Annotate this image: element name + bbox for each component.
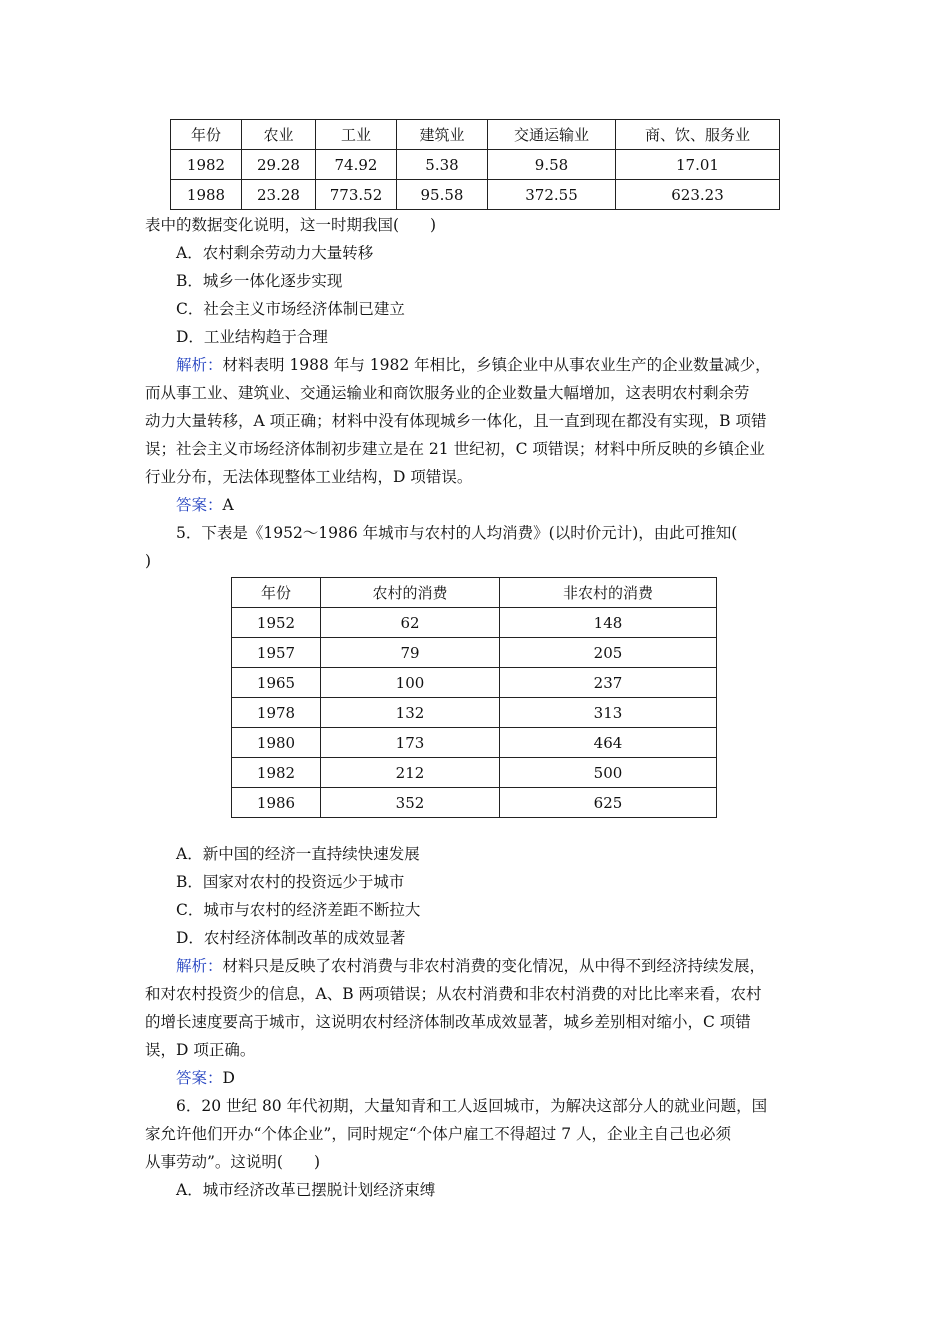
table-row [232, 758, 717, 788]
table-cell: 623.23 [616, 180, 780, 210]
table-cell: 205 [500, 638, 717, 668]
table-header: 交通运输业 [488, 120, 616, 150]
option-c: C．社会主义市场经济体制已建立 [176, 300, 405, 318]
table-cell: 313 [500, 698, 717, 728]
table-cell: 1988 [171, 180, 242, 210]
table-cell: 1980 [232, 728, 321, 758]
table-cell: 1986 [232, 788, 321, 818]
table-header: 年份 [232, 578, 321, 608]
question-stem: 6．20 世纪 80 年代初期，大量知青和工人返回城市，为解决这部分人的就业问题，国 [176, 1097, 768, 1115]
analysis-text: 材料只是反映了农村消费与非农村消费的变化情况，从中得不到经济持续发展， [222, 957, 766, 975]
table-header: 建筑业 [397, 120, 488, 150]
analysis-line [176, 351, 830, 379]
question-stem: 从事劳动”。这说明( ) [145, 1153, 321, 1171]
answer-label: 答案： [176, 1069, 223, 1087]
analysis-line: 而从事工业、建筑业、交通运输业和商饮服务业的企业数量大幅增加，这表明农村剩余劳 [145, 384, 750, 402]
table-cell: 237 [500, 668, 717, 698]
table-row [171, 150, 780, 180]
option-d: D．农村经济体制改革的成效显著 [176, 929, 406, 947]
table-cell: 1952 [232, 608, 321, 638]
table-cell: 1982 [171, 150, 242, 180]
analysis-line: 误，D 项正确。 [145, 1041, 256, 1059]
table-cell: 1978 [232, 698, 321, 728]
table-cell: 212 [321, 758, 500, 788]
table-header: 农业 [242, 120, 316, 150]
option-c: C．城市与农村的经济差距不断拉大 [176, 901, 421, 919]
table-row [232, 788, 717, 818]
table-cell: 1957 [232, 638, 321, 668]
table-row [232, 668, 717, 698]
table-cell: 1965 [232, 668, 321, 698]
analysis-line: 动力大量转移，A 项正确；材料中没有体现城乡一体化，且一直到现在都没有实现，B 项错 [145, 412, 767, 430]
table-cell: 1982 [232, 758, 321, 788]
table-header-row [232, 578, 717, 608]
table-row [232, 698, 717, 728]
question-stem: ) [145, 552, 152, 570]
table-cell: 95.58 [397, 180, 488, 210]
question-stem: 5．下表是《1952～1986 年城市与农村的人均消费》(以时价元计)，由此可推知( [176, 524, 738, 542]
table-header: 年份 [171, 120, 242, 150]
option-d: D．工业结构趋于合理 [176, 328, 328, 346]
analysis-line: 和对农村投资少的信息，A、B 两项错误；从农村消费和非农村消费的对比比率来看，农村 [145, 985, 762, 1003]
answer-line [176, 491, 830, 519]
answer-label: 答案： [176, 496, 223, 514]
table-cell: 148 [500, 608, 717, 638]
table-row [232, 608, 717, 638]
analysis-line: 行业分布，无法体现整体工业结构，D 项错误。 [145, 468, 473, 486]
table-cell: 5.38 [397, 150, 488, 180]
analysis-text: 材料表明 1988 年与 1982 年相比，乡镇企业中从事农业生产的企业数量减少， [222, 356, 771, 374]
table-row [232, 728, 717, 758]
table-cell: 500 [500, 758, 717, 788]
table-cell: 464 [500, 728, 717, 758]
table-cell: 79 [321, 638, 500, 668]
table-cell: 100 [321, 668, 500, 698]
table-cell: 74.92 [316, 150, 397, 180]
analysis-line [176, 952, 830, 980]
option-a: A．农村剩余劳动力大量转移 [176, 244, 374, 262]
answer-value: A [222, 496, 234, 514]
table-cell: 173 [321, 728, 500, 758]
option-b: B．国家对农村的投资远少于城市 [176, 873, 405, 891]
option-a: A．新中国的经济一直持续快速发展 [176, 845, 420, 863]
table-cell: 132 [321, 698, 500, 728]
answer-value: D [222, 1069, 235, 1087]
table-header: 农村的消费 [321, 578, 500, 608]
option-b: B．城乡一体化逐步实现 [176, 272, 343, 290]
table-cell: 9.58 [488, 150, 616, 180]
question-stem: 家允许他们开办“个体企业”，同时规定“个体户雇工不得超过 7 人，企业主自己也必须 [145, 1125, 731, 1143]
table-row [232, 638, 717, 668]
table-cell: 773.52 [316, 180, 397, 210]
option-a: A．城市经济改革已摆脱计划经济束缚 [176, 1181, 436, 1199]
table-cell: 62 [321, 608, 500, 638]
table-header: 非农村的消费 [500, 578, 717, 608]
table-header-row [171, 120, 780, 150]
table-cell: 29.28 [242, 150, 316, 180]
question-stem: 表中的数据变化说明，这一时期我国( ) [145, 216, 437, 234]
table-header: 商、饮、服务业 [616, 120, 780, 150]
answer-line [176, 1064, 830, 1092]
table-header: 工业 [316, 120, 397, 150]
table-cell: 352 [321, 788, 500, 818]
table-row [171, 180, 780, 210]
table-cell: 23.28 [242, 180, 316, 210]
enterprise-table [170, 119, 780, 210]
analysis-label: 解析： [176, 356, 223, 374]
consumption-table [231, 577, 717, 818]
analysis-line: 的增长速度要高于城市，这说明农村经济体制改革成效显著，城乡差别相对缩小，C 项错 [145, 1013, 751, 1031]
table-cell: 372.55 [488, 180, 616, 210]
table-cell: 625 [500, 788, 717, 818]
analysis-label: 解析： [176, 957, 223, 975]
analysis-line: 误；社会主义市场经济体制初步建立是在 21 世纪初，C 项错误；材料中所反映的乡镇企业 [145, 440, 765, 458]
table-cell: 17.01 [616, 150, 780, 180]
